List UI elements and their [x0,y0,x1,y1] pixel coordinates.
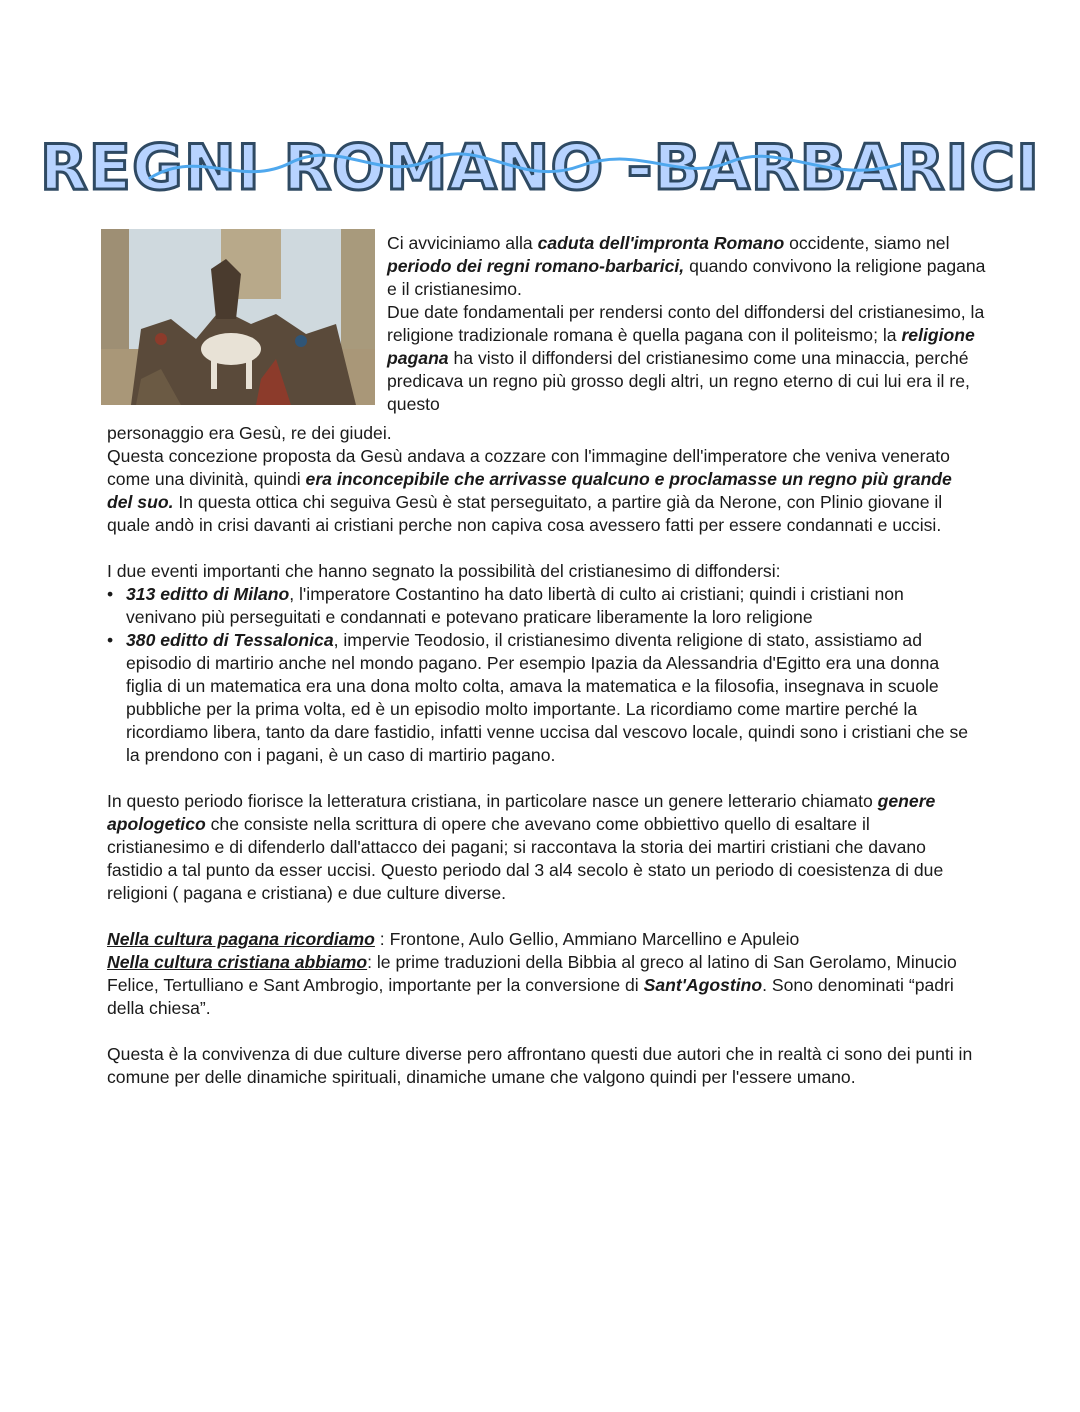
emphasis-text: caduta dell'impronta Romano [537,233,785,253]
emphasis-text: era inconcepibile che arrivasse qualcuno e proclamasse un regno più grande del suo. [107,469,952,512]
text-span: In questo periodo fiorisce la letteratura cristiana, in particolare nasce un genere letterario chiamato [107,791,878,811]
paragraph-cultura-pagana [107,928,977,951]
intro-paragraph-1 [387,232,987,301]
text-span: : Frontone, Aulo Gellio, Ammiano Marcellino e Apuleio [374,929,800,949]
underlined-heading: Nella cultura cristiana abbiamo [107,952,368,972]
text-span: Questa concezione proposta da Gesù andava a cozzare con l'immagine dell'imperatore che veniva venerato come una divinità, quindi [107,446,950,489]
emphasis-text: Sant'Agostino [643,975,763,995]
underlined-heading: Nella cultura pagana ricordiamo [107,929,375,949]
text-span: , impervie Teodosio, il cristianesimo diventa religione di stato, assistiamo ad episodio di martirio anche nel mondo pagano. Per esempio Ipazia da Alessandria d'Egitto era una donna figlia di un matematica era una dona molto colta, amava la matematica e la filosofia, insegnava in scuole pubbliche per la prima volta, ed è un episodio molto importante. La ricordiamo come martire perché la ricordiamo libera, tanto da dare fastidio, infatti venne uccisa dal vescovo locale, quindi sono i cristiani che se la prendono con i pagani, è un caso di martirio pagano. [126,630,969,765]
list-item [107,629,977,767]
text-span: In questa ottica chi seguiva Gesù è stat perseguitato, a partire già da Nerone, con Plinio giovane il quale andò in crisi davanti ai cristiani perche non capiva cosa avessero fatti per essere condannati e uccisi. [107,492,943,535]
text-span: Due date fondamentali per rendersi conto del diffondersi del cristianesimo, la religione tradizionale romana è quella pagana con il politeismo; la [387,302,985,345]
text-span: : le prime traduzioni della Bibbia al greco al latino di San Gerolamo, Minucio Felice, Tertulliano e Sant Ambrogio, importante per la conversione di [107,952,957,995]
title-scribble-decoration [0,128,1080,208]
page-title: REGNI ROMANO -BARBARICI [39,131,1041,204]
text-span: occidente, siamo nel [784,233,950,253]
intro-text [387,232,987,416]
emphasis-text: genere apologetico [107,791,936,834]
emphasis-text: 380 editto di Tessalonica [126,630,334,650]
continuation-line: personaggio era Gesù, re dei giudei. [107,423,392,443]
paragraph-letteratura [107,790,977,905]
text-span: , l'imperatore Costantino ha dato libertà di culto ai cristiani; quindi i cristiani non venivano più perseguitati e condannati e potevano praticare liberamente la loro religione [126,584,904,627]
emphasis-text: 313 editto di Milano [126,584,290,604]
emphasis-text: religione pagana [387,325,975,368]
text-span: quando convivono la religione pagana e il cristianesimo. [387,256,986,299]
text-span: . Sono denominati “padri della chiesa”. [107,975,954,1018]
paragraph-gesu [107,445,977,537]
list-item [107,583,977,629]
emphasis-text: periodo dei regni romano-barbarici, [387,256,685,276]
main-text [107,422,977,1089]
paragraph-cultura-cristiana [107,951,977,1020]
title-block [0,128,1080,208]
text-span: che consiste nella scrittura di opere che avevano come obbiettivo quello di esaltare il cristianesimo e di difenderlo dall'attacco dei pagani; si raccontava la storia dei martiri cristiani che davano fastidio a tal punto da esser uccisi. Questo periodo dal 3 al4 secolo è stato un periodo di coesistenza di due religioni ( pagana e cristiana) e due culture diverse. [107,814,944,903]
events-list [107,583,977,767]
text-span: ha visto il diffondersi del cristianesimo come una minaccia, perché predicava un regno più grosso degli altri, un regno eterno di cui lui era il re, questo [387,348,970,414]
historical-illustration [101,229,375,405]
intro-paragraph-2 [387,301,987,416]
paragraph-events-intro: I due eventi importanti che hanno segnato la possibilità del cristianesimo di diffondersi: [107,561,781,581]
paragraph-conclusione: Questa è la convivenza di due culture diverse pero affrontano questi due autori che in realtà ci sono dei punti in comune per delle dinamiche spirituali, dinamiche umane che valgono quindi per l'essere umano. [107,1044,973,1087]
text-span: Ci avviciniamo alla [387,233,538,253]
